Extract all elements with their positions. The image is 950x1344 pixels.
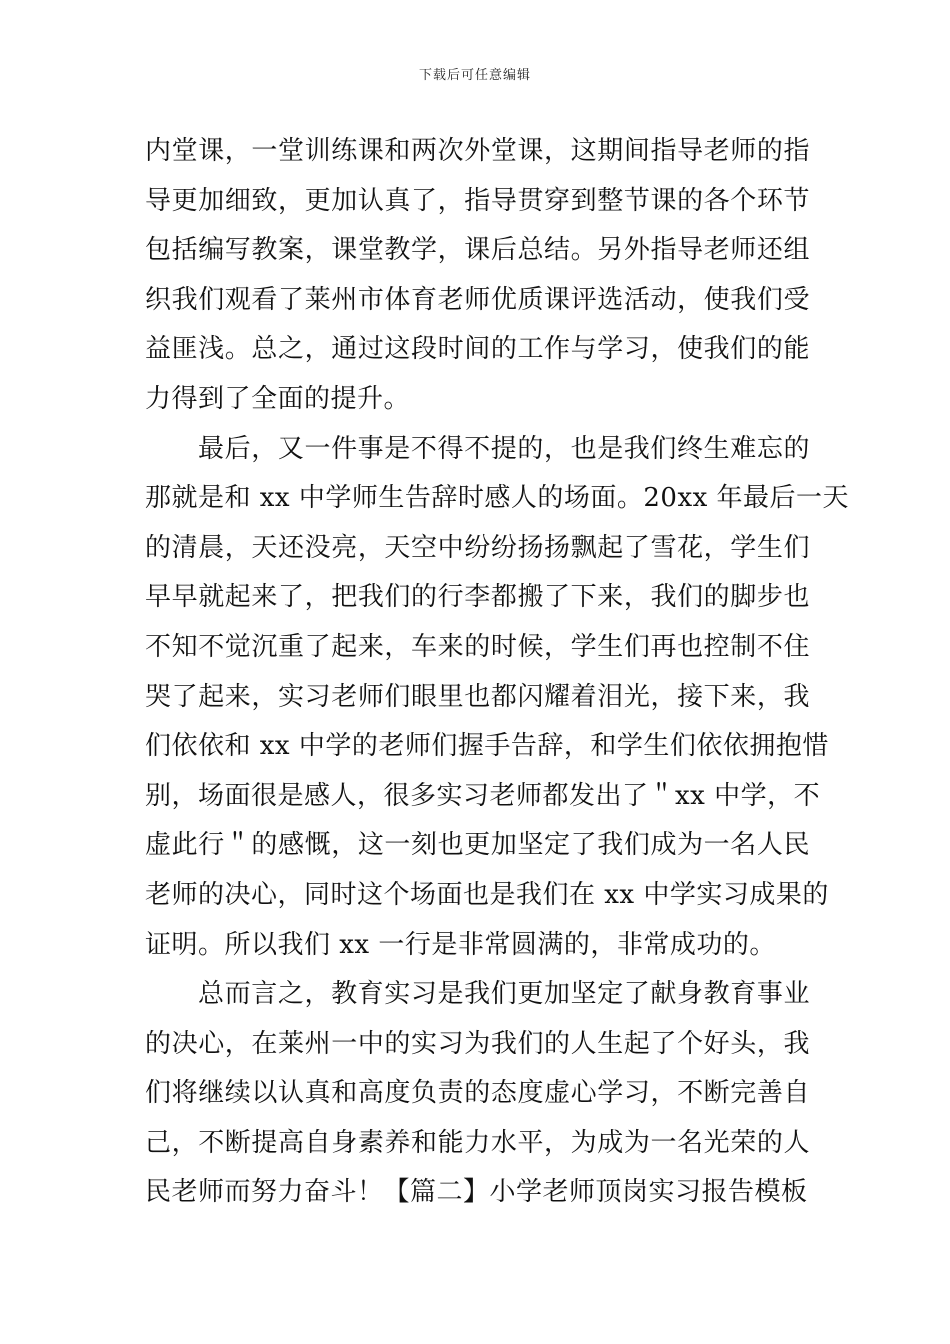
text-line: 别，场面很是感人，很多实习老师都发出了＂xx 中学，不 [145, 780, 821, 811]
text-line: 不知不觉沉重了起来，车来的时候，学生们再也控制不住 [145, 631, 810, 662]
text-line: 们依依和 xx 中学的老师们握手告辞，和学生们依依拥抱惜 [145, 731, 829, 762]
text-line: 导更加细致，更加认真了，指导贯穿到整节课的各个环节 [145, 185, 810, 216]
text-line: 己，不断提高自身素养和能力水平，为成为一名光荣的人 [145, 1127, 810, 1158]
text-line: 早早就起来了，把我们的行李都搬了下来，我们的脚步也 [145, 582, 810, 613]
paragraph-farewell [145, 425, 850, 971]
paragraph-conclusion [145, 970, 810, 1218]
text-line: 最后，又一件事是不得不提的，也是我们终生难忘的 [198, 433, 810, 464]
text-line: 总而言之，教育实习是我们更加坚定了献身教育事业 [198, 979, 810, 1010]
document-body [145, 127, 850, 1218]
text-line: 民老师而努力奋斗！【篇二】小学老师顶岗实习报告模板 [145, 1177, 808, 1208]
text-line: 证明。所以我们 xx 一行是非常圆满的，非常成功的。 [145, 929, 776, 960]
text-line: 那就是和 xx 中学师生告辞时感人的场面。20xx 年最后一天 [145, 483, 850, 514]
text-line: 包括编写教案，课堂教学，课后总结。另外指导老师还组 [145, 235, 810, 266]
text-line: 哭了起来，实习老师们眼里也都闪耀着泪光，接下来，我 [145, 681, 810, 712]
text-line: 虚此行＂的感慨，这一刻也更加坚定了我们成为一名人民 [145, 830, 810, 861]
text-line: 织我们观看了莱州市体育老师优质课评选活动，使我们受 [145, 284, 810, 315]
text-line: 老师的决心，同时这个场面也是我们在 xx 中学实习成果的 [145, 879, 829, 910]
paragraph-continuation [145, 127, 810, 425]
text-line: 们将继续以认真和高度负责的态度虚心学习，不断完善自 [145, 1078, 810, 1109]
text-line: 益匪浅。总之，通过这段时间的工作与学习，使我们的能 [145, 334, 810, 365]
page-header-note: 下载后可任意编辑 [418, 68, 531, 83]
text-line: 力得到了全面的提升。 [145, 383, 411, 414]
text-line: 的清晨，天还没亮，天空中纷纷扬扬飘起了雪花，学生们 [145, 532, 810, 563]
text-line: 内堂课，一堂训练课和两次外堂课，这期间指导老师的指 [145, 136, 810, 166]
text-line: 的决心，在莱州一中的实习为我们的人生起了个好头，我 [145, 1028, 810, 1059]
